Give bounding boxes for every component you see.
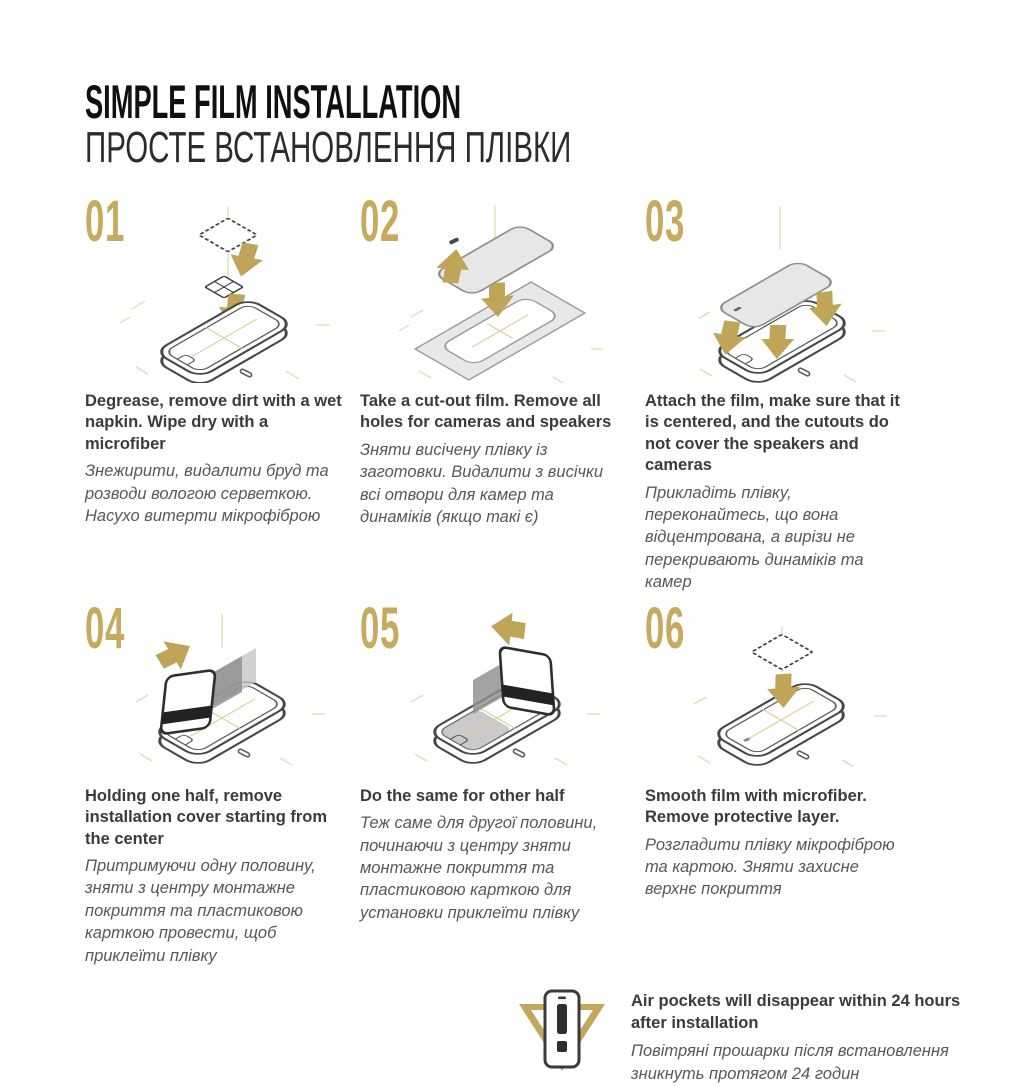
- step-text-uk: Притримуючи одну половину, зняти з центру монтажне покриття та пластиковою карткою провести, щоб приклеїти плівку: [85, 857, 316, 965]
- step-text-uk: Прикладіть плівку, переконайтесь, що вона відцентрована, а вирізи не перекривають динаміків та камер: [645, 483, 864, 592]
- step-card-02: [360, 188, 645, 606]
- step-number: 02: [360, 188, 400, 254]
- step-heading-en: Take a cut-out film. Remove all holes for cameras and speakers: [360, 391, 612, 432]
- step-number: 04: [85, 595, 125, 661]
- plastic-card-icon: [500, 646, 555, 715]
- step-text-uk: Теж саме для другої половини, починаючи з центру зняти монтажне покриття та пластиковою карткою для установки приклеїти плівку: [360, 814, 598, 922]
- note-text: [631, 989, 961, 1085]
- steps-grid: [85, 188, 1024, 979]
- step-02-illustration: [360, 188, 627, 383]
- plastic-card-icon: [160, 669, 215, 734]
- arrow-left-icon: [489, 609, 526, 648]
- step-number: 05: [360, 595, 400, 661]
- napkin-icon: [752, 634, 813, 669]
- air-pockets-note: [517, 989, 1024, 1085]
- note-heading-en: Air pockets will disappear within 24 hours after installation: [631, 992, 961, 1032]
- step-card-01: [85, 188, 360, 606]
- note-text-uk: Повітряні прошарки після встановлення зникнуть протягом 24 годин: [631, 1042, 949, 1083]
- step-heading-en: Attach the film, make sure that it is centered, and the cutouts do not cover the speakers and cameras: [645, 391, 900, 475]
- step-06-illustration: [645, 595, 922, 778]
- speaker-cutout-icon: [449, 237, 460, 245]
- step-card-06: [645, 595, 940, 980]
- step-number: 01: [85, 188, 125, 254]
- step-heading-en: Smooth film with microfiber. Remove protective layer.: [645, 786, 867, 827]
- step-number: 03: [645, 188, 685, 254]
- page-subtitle: ПРОСТЕ ВСТАНОВЛЕННЯ ПЛІВКИ: [85, 123, 572, 172]
- step-text-uk: Знежирити, видалити бруд та розводи вологою серветкою. Насухо витерти мікрофіброю: [85, 462, 329, 525]
- step-heading-en: Do the same for other half: [360, 786, 565, 805]
- step-card-03: [645, 188, 940, 606]
- sheet-header: [0, 0, 1024, 172]
- step-text-uk: Зняти висічену плівку із заготовки. Видалити з висічки всі отвори для камер та динаміків (якщо такі є): [360, 440, 604, 526]
- step-03-illustration: [645, 188, 922, 383]
- phone-exclamation-icon: [545, 991, 579, 1067]
- step-text-uk: Розгладити плівку мікрофіброю та картою. Зняти захисне верхнє покриття: [645, 835, 895, 899]
- step-card-04: [85, 595, 360, 980]
- arrow-up-right-icon: [151, 632, 199, 675]
- step-05-illustration: [360, 595, 627, 778]
- step-heading-en: Holding one half, remove installation cover starting from the center: [85, 786, 328, 848]
- step-heading-en: Degrease, remove dirt with a wet napkin. Wipe dry with a microfiber: [85, 391, 342, 453]
- step-number: 06: [645, 595, 685, 661]
- warning-phone-triangle-icon: [517, 989, 607, 1078]
- step-card-05: [360, 595, 645, 980]
- phone-icon: [155, 298, 294, 383]
- page-title: SIMPLE FILM INSTALLATION: [85, 75, 462, 128]
